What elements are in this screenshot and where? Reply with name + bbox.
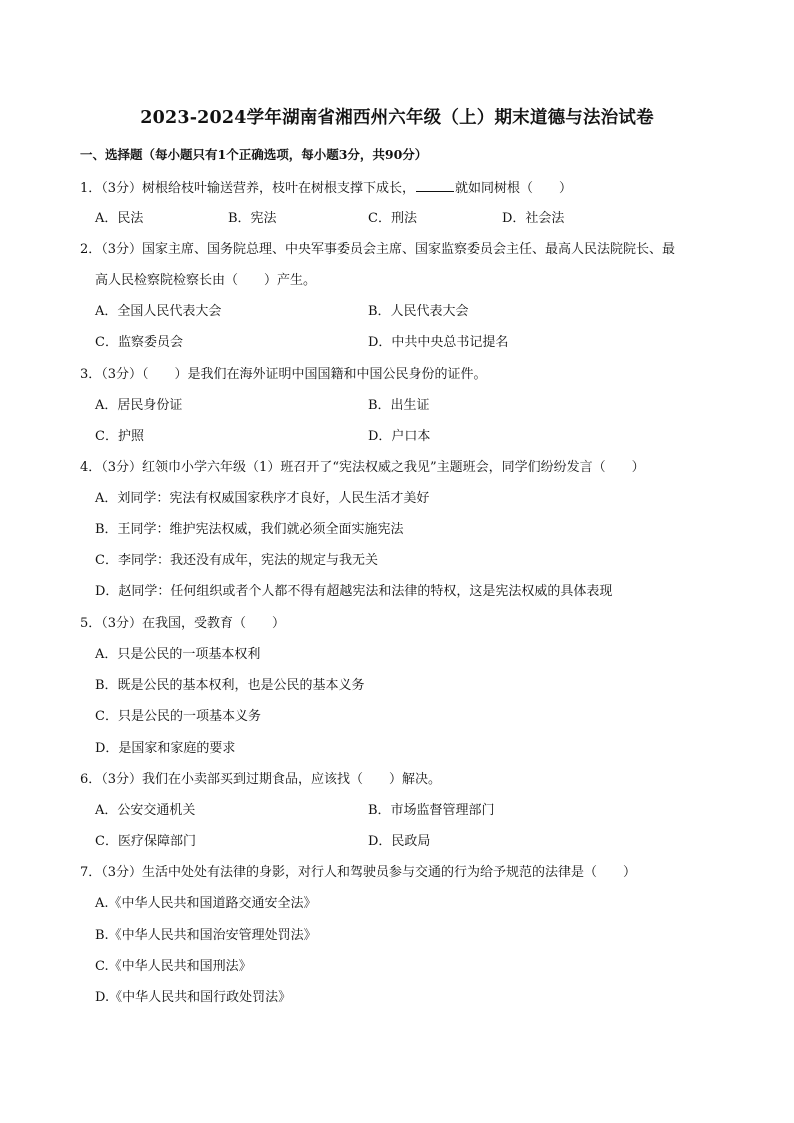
question-1-option-c: C．刑法 [368,211,417,226]
question-2-stem: 2．（3分）国家主席、国务院总理、中央军事委员会主席、国家监察委员会主任、最高人民法院院长、最 [80,242,676,257]
question-3-option-b: B．出生证 [368,398,430,413]
question-7-stem: 7．（3分）生活中处处有法律的身影，对行人和驾驶员参与交通的行为给予规范的法律是（ ） [80,865,637,880]
question-7-option-b: B.《中华人民共和国治安管理处罚法》 [95,928,317,943]
question-7-option-a: A.《中华人民共和国道路交通安全法》 [95,896,317,911]
question-1-stem-end: 就如同树根（ ） [455,181,573,196]
question-4-stem: 4．（3分）红领巾小学六年级（1）班召开了“宪法权威之我见”主题班会，同学们纷纷发言（ ） [80,460,645,475]
question-5-option-d: D．是国家和家庭的要求 [95,741,236,756]
section-heading: 一、选择题（每小题只有1个正确选项，每小题3分，共90分） [80,147,428,162]
question-7-option-d: D.《中华人民共和国行政处罚法》 [95,990,292,1005]
question-2-stem-continued: 高人民检察院检察长由（ ）产生。 [95,273,317,288]
question-5-option-c: C．只是公民的一项基本义务 [95,709,261,724]
question-6-option-d: D．民政局 [368,834,431,849]
question-3-stem: 3．（3分）（ ）是我们在海外证明中国国籍和中国公民身份的证件。 [80,367,487,382]
question-4-option-a: A．刘同学：宪法有权威国家秩序才良好，人民生活才美好 [95,491,430,506]
question-1 [80,177,572,196]
question-6-option-a: A．公安交通机关 [95,803,196,818]
question-1-option-b: B．宪法 [228,211,277,226]
question-2-option-d: D．中共中央总书记提名 [368,335,509,350]
fill-blank [416,180,454,192]
question-6-option-b: B．市场监督管理部门 [368,803,495,818]
question-3-option-c: C．护照 [95,429,144,444]
question-4-option-c: C．李同学：我还没有成年，宪法的规定与我无关 [95,553,378,568]
question-2-option-a: A．全国人民代表大会 [95,304,222,319]
question-2-option-b: B．人民代表大会 [368,304,469,319]
page-title: 2023-2024学年湖南省湘西州六年级（上）期末道德与法治试卷 [140,108,654,128]
question-1-option-a: A．民法 [95,211,144,226]
question-7-option-c: C.《中华人民共和国刑法》 [95,959,252,974]
question-1-stem: 1．（3分）树根给枝叶输送营养，枝叶在树根支撑下成长， [80,181,416,196]
question-4-option-d: D．赵同学：任何组织或者个人都不得有超越宪法和法律的特权，这是宪法权威的具体表现 [95,584,613,599]
question-6-option-c: C．医疗保障部门 [95,834,196,849]
question-5-option-a: A．只是公民的一项基本权利 [95,647,261,662]
question-3-option-d: D．户口本 [368,429,431,444]
question-5-option-b: B．既是公民的基本权利，也是公民的基本义务 [95,678,365,693]
question-1-option-d: D．社会法 [502,211,565,226]
question-6-stem: 6．（3分）我们在小卖部买到过期食品，应该找（ ）解决。 [80,772,442,787]
question-3-option-a: A．居民身份证 [95,398,183,413]
question-5-stem: 5．（3分）在我国，受教育（ ） [80,616,286,631]
question-4-option-b: B．王同学：维护宪法权威，我们就必须全面实施宪法 [95,522,404,537]
question-2-option-c: C．监察委员会 [95,335,183,350]
